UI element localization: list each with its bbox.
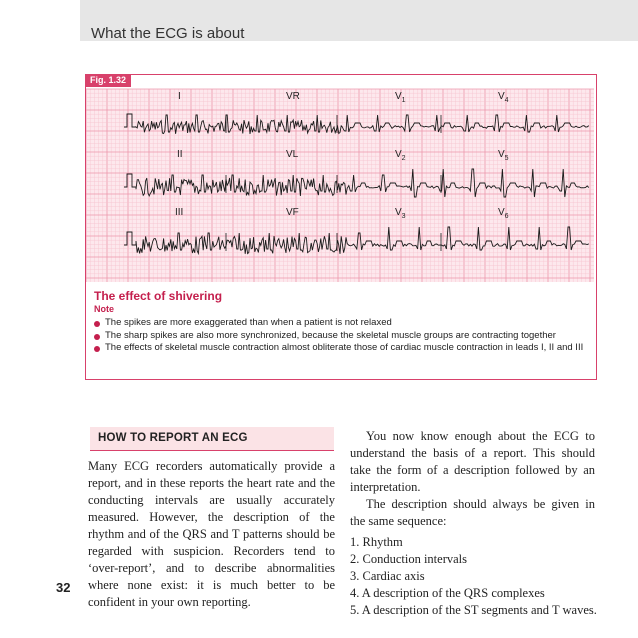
lead-label-v2: $V_2$ — [395, 149, 406, 162]
lead-label-v4: $V_4$ — [498, 91, 509, 104]
figure-label: Fig. 1.32 — [85, 74, 131, 87]
caption-bullet: The sharp spikes are also more synchronized, because the skeletal muscle groups are contracting together — [94, 330, 594, 343]
sequence-item: 5. A description of the ST segments and T waves. — [350, 603, 597, 617]
caption-title: The effect of shivering — [94, 289, 223, 303]
sequence-item: 2. Conduction intervals — [350, 552, 467, 566]
lead-label-vf: VF — [286, 207, 299, 218]
top-bar-tab — [0, 0, 80, 41]
report-sequence-list — [350, 534, 595, 619]
caption-note: Note — [94, 304, 114, 314]
sequence-item: 3. Cardiac axis — [350, 569, 425, 583]
report-heading-box — [90, 427, 334, 451]
lead-label-ii: II — [177, 149, 183, 160]
right-column — [350, 428, 595, 619]
sequence-item: 4. A description of the QRS complexes — [350, 586, 545, 600]
lead-label-v1: $V_1$ — [395, 91, 406, 104]
figure-caption — [94, 289, 594, 355]
lead-label-vl: VL — [286, 149, 299, 160]
lead-label-i: I — [178, 91, 181, 102]
report-heading: HOW TO REPORT AN ECG — [98, 432, 248, 444]
page-number: 32 — [56, 580, 71, 595]
lead-label-iii: III — [175, 207, 184, 218]
right-paragraph-2: The description should always be given in the same sequence: — [350, 497, 595, 528]
lead-label-v3: $V_3$ — [395, 207, 406, 220]
sequence-item: 1. Rhythm — [350, 535, 403, 549]
lead-label-v6: $V_6$ — [498, 207, 509, 220]
lead-label-v5: $V_5$ — [498, 149, 509, 162]
caption-bullet: The spikes are more exaggerated than when a patient is not relaxed — [94, 317, 594, 330]
ecg-strip — [86, 75, 594, 282]
caption-bullet: The effects of skeletal muscle contraction almost obliterate those of cardiac muscle contraction in leads I, II and III — [94, 342, 594, 355]
left-paragraph: Many ECG recorders automatically provide a report, and in these reports the heart rate and the conducting intervals are usually accurately measured. However, the description of the rhythm and of the QRS and T patterns should be regarded with suspicion. Recorders tend to ‘over-report’, and to describe abnormalities where none exist: it is much better to be confident in your own reporting. — [88, 459, 335, 609]
right-paragraph-1: You now know enough about the ECG to understand the basis of a report. This should take the form of a description followed by an interpretation. — [350, 429, 595, 494]
caption-bullets — [94, 317, 594, 355]
section-title: What the ECG is about — [91, 25, 245, 42]
lead-label-vr: VR — [286, 91, 300, 102]
